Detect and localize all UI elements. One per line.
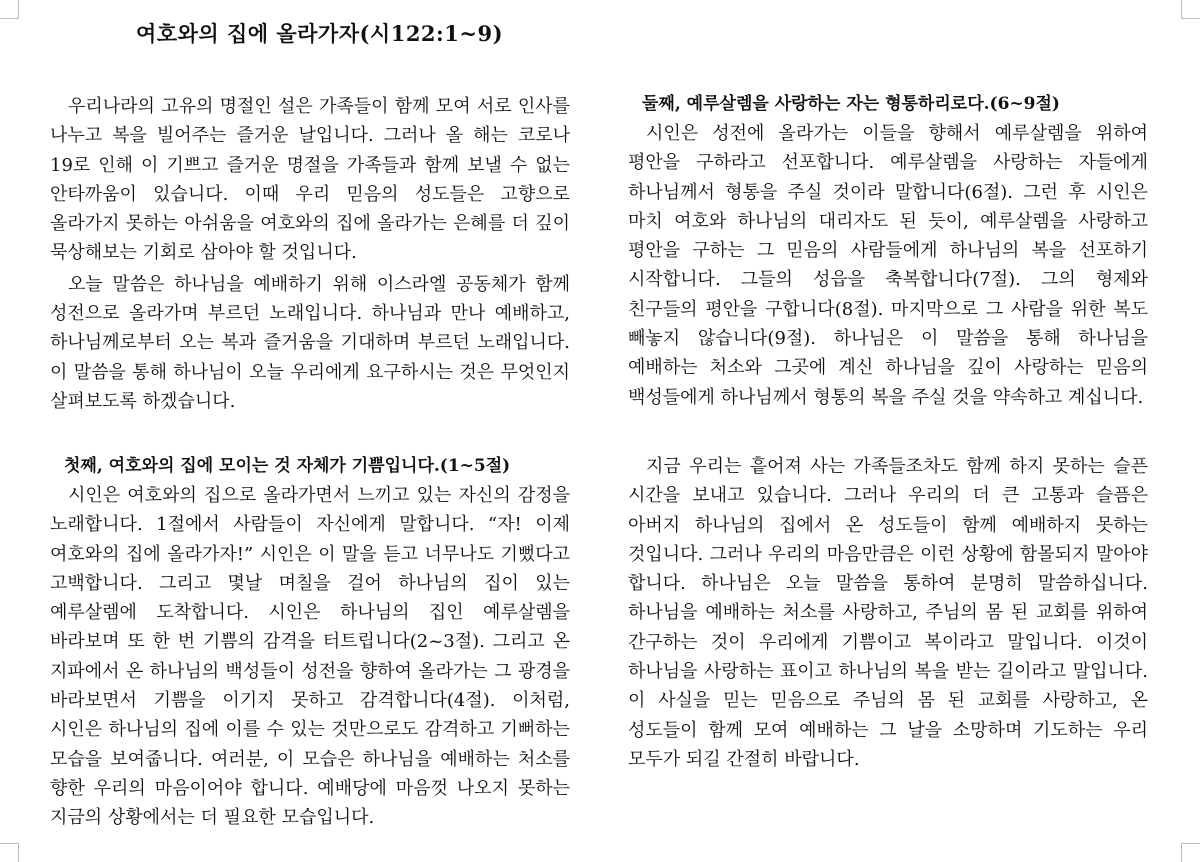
section-1-body: 시인은 여호와의 집으로 올라가면서 느끼고 있는 자신의 감정을 노래합니다. 1절에서 사람들이 자신에게 말합니다. “자! 이제 여호와의 집에 올라가자!” 시인은 이 말을 듣고 너무나도 기뻤다고 고백합니다. 그리고 몇날 며칠을 걸어 하나님의 집이 있는 예루살렘에 도착합니다. 시인은 하나님의 집인 예루살렘을 바라보며 또 한 번 기쁨의 감격을 터트립니다(2~3절). 그리고 온 지파에서 온 하나님의 백성들이 성전을 향하여 올라가는 그 광경을 바라보면서 기쁨을 이기지 못하고 감격합니다(4절). 이처럼, 시인은 하나님의 집에 이를 수 있는 것만으로도 감격하고 기뻐하는 모습을 보여줍니다. 여러분, 이 모습은 하나님을 예배하는 처소를 향한 우리의 마음이어야 합니다. 예배당에 마음껏 나오지 못하는 지금의 상황에서는 더 필요한 모습입니다. — [50, 485, 570, 829]
crop-mark-top-left — [0, 0, 19, 19]
section-1 — [50, 452, 570, 833]
closing-section — [628, 452, 1148, 774]
crop-mark-bottom-left — [0, 843, 19, 862]
crop-mark-bottom-right — [1181, 843, 1200, 862]
closing-paragraph: 지금 우리는 흩어져 사는 가족들조차도 함께 하지 못하는 슬픈 시간을 보내고 있습니다. 그러나 우리의 더 큰 고통과 슬픔은 아버지 하나님의 집에서 온 성도들이 함께 예배하지 못하는 것입니다. 그러나 우리의 마음만큼은 이런 상황에 함몰되지 말아야 합니다. 하나님은 오늘 말씀을 통하여 분명히 말씀하십니다. 하나님을 예배하는 처소를 사랑하고, 주님의 몸 된 교회를 위하여 간구하는 것이 우리에게 기쁨이고 복이라고 말입니다. 이것이 하나님을 사랑하는 표이고 하나님의 복을 받는 길이라고 말입니다. 이 사실을 믿는 믿음으로 주님의 몸 된 교회를 사랑하고, 온 성도들이 함께 모여 예배하는 그 날을 소망하며 기도하는 우리 모두가 되길 간절히 바랍니다. — [628, 456, 1148, 770]
section-2-heading: 둘째, 예루살렘을 사랑하는 자는 형통하리로다.(6~9절) — [642, 94, 1060, 114]
intro-paragraph-2: 오늘 말씀은 하나님을 예배하기 위해 이스라엘 공동체가 함께 성전으로 올라가며 부르던 노래입니다. 하나님과 만나 예배하고, 하나님께로부터 오는 복과 즐거움을 기대하며 부르던 노래입니다. 이 말씀을 통해 하나님이 오늘 우리에게 요구하시는 것은 무엇인지 살펴보도록 하겠습니다. — [50, 273, 570, 412]
section-2-body: 시인은 성전에 올라가는 이들을 향해서 예루살렘을 위하여 평안을 구하라고 선포합니다. 예루살렘을 사랑하는 자들에게 하나님께서 형통을 주실 것이라 말합니다(6절). 그런 후 시인은 마치 여호와 하나님의 대리자도 된 듯이, 예루살렘을 사랑하고 평안을 구하는 그 믿음의 사람들에게 하나님의 복을 선포하기 시작합니다. 그들의 성읍을 축복합니다(7절). 그의 형제와 친구들의 평안을 구합니다(8절). 마지막으로 그 사람을 위한 복도 빼놓지 않습니다(9절). 하나님은 이 말씀을 통해 하나님을 예배하는 처소와 그곳에 계신 하나님을 깊이 사랑하는 믿음의 백성들에게 하나님께서 형통의 복을 주실 것을 약속하고 계십니다. — [628, 123, 1148, 408]
intro-section — [50, 92, 570, 416]
section-2 — [628, 90, 1148, 412]
section-1-heading: 첫째, 여호와의 집에 모이는 것 자체가 기쁨입니다.(1~5절) — [64, 456, 511, 476]
crop-mark-top-right — [1181, 0, 1200, 19]
page-title: 여호와의 집에 올라가자(시122:1~9) — [136, 21, 504, 46]
intro-paragraph-1: 우리나라의 고유의 명절인 설은 가족들이 함께 모여 서로 인사를 나누고 복을 빌어주는 즐거운 날입니다. 그러나 올 해는 코로나 19로 인해 이 기쁘고 즐거운 명절을 가족들과 함께 보낼 수 없는 안타까움이 있습니다. 이때 우리 믿음의 성도들은 고향으로 올라가지 못하는 아쉬움을 여호와의 집에 올라가는 은혜를 더 깊이 묵상해보는 기회로 삼아야 할 것입니다. — [50, 96, 570, 264]
